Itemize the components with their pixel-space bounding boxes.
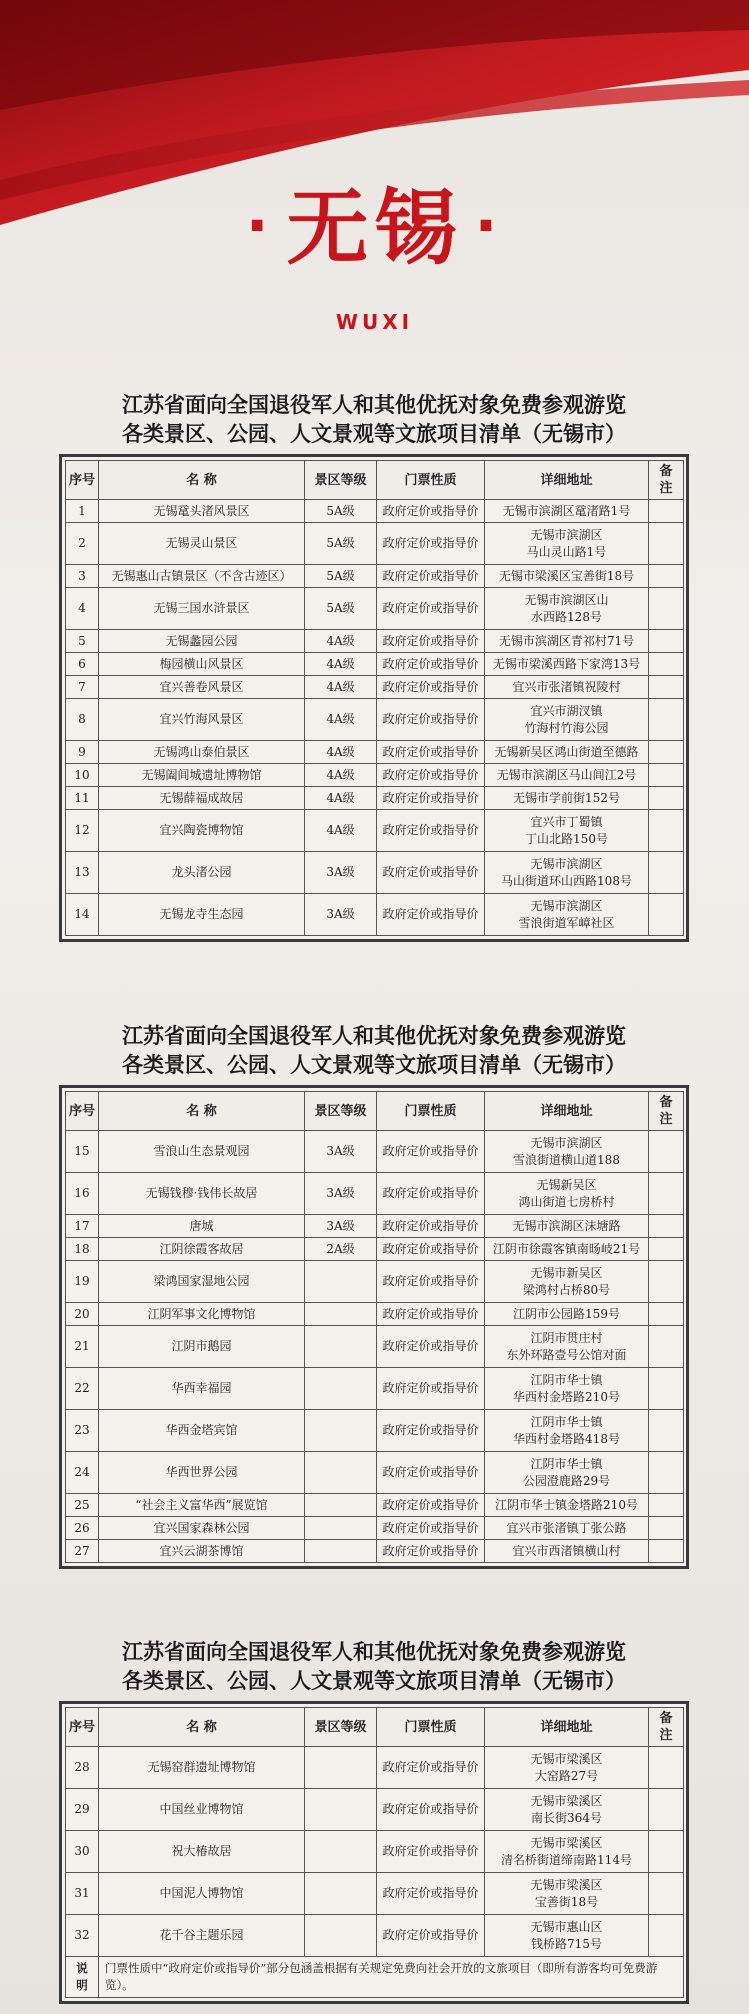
remark: [649, 1238, 684, 1261]
attraction-name: 江阴军事文化博物馆: [99, 1303, 305, 1326]
address: 无锡市梁溪西路下家湾13号: [485, 653, 649, 676]
address: 宜兴市张渚镇祝陵村: [485, 676, 649, 699]
attraction-name: 华西金塔宾馆: [99, 1410, 305, 1452]
scenic-level: [305, 1452, 377, 1494]
col-remark-header: 备 注: [649, 461, 684, 500]
row-number: 23: [66, 1410, 99, 1452]
ticket-type: 政府定价或指导价: [377, 894, 485, 936]
table-row: [66, 1326, 684, 1368]
address: 无锡市滨湖区 马山街道环山西路108号: [485, 852, 649, 894]
ticket-type: 政府定价或指导价: [377, 1517, 485, 1540]
attraction-name: 梁鸿国家湿地公园: [99, 1261, 305, 1303]
address: 无锡新吴区鸿山街道至德路: [485, 741, 649, 764]
table-row: [66, 1131, 684, 1173]
ticket-type: 政府定价或指导价: [377, 630, 485, 653]
col-ticket-header: 门票性质: [377, 1092, 485, 1131]
col-name-header: 名 称: [99, 461, 305, 500]
remark: [649, 1789, 684, 1831]
scenic-level: [305, 1517, 377, 1540]
col-name-header: 名 称: [99, 1092, 305, 1131]
scenic-level: [305, 1368, 377, 1410]
scenic-level: [305, 1303, 377, 1326]
attraction-name: 中国泥人博物馆: [99, 1873, 305, 1915]
ticket-type: 政府定价或指导价: [377, 764, 485, 787]
ticket-type: 政府定价或指导价: [377, 1452, 485, 1494]
row-number: 18: [66, 1238, 99, 1261]
attraction-name: 中国丝业博物馆: [99, 1789, 305, 1831]
remark: [649, 1326, 684, 1368]
attraction-name: 无锡钱穆·钱伟长故居: [99, 1173, 305, 1215]
table-body: [66, 1747, 684, 1998]
note-text: 门票性质中“政府定价或指导价”部分包涵盖根据有关规定免费向社会开放的文旅项目（即所有游客均可免费游览）。: [99, 1957, 684, 1998]
ticket-type: 政府定价或指导价: [377, 1747, 485, 1789]
remark: [649, 741, 684, 764]
col-address-header: 详细地址: [485, 1092, 649, 1131]
row-number: 26: [66, 1517, 99, 1540]
address: 无锡市梁溪区 大窑路27号: [485, 1747, 649, 1789]
row-number: 25: [66, 1494, 99, 1517]
scenic-level: 3A级: [305, 1173, 377, 1215]
remark: [649, 676, 684, 699]
attraction-name: 江阴市鹅园: [99, 1326, 305, 1368]
remark: [649, 1873, 684, 1915]
scenic-level: [305, 1326, 377, 1368]
table-row: [66, 1517, 684, 1540]
address: 江阴市贯庄村 东外环路壹号公馆对面: [485, 1326, 649, 1368]
address: 宜兴市西渚镇横山村: [485, 1540, 649, 1563]
col-remark-header: 备 注: [649, 1092, 684, 1131]
attraction-name: 宜兴陶瓷博物馆: [99, 810, 305, 852]
scenic-level: 4A级: [305, 764, 377, 787]
remark: [649, 523, 684, 565]
row-number: 24: [66, 1452, 99, 1494]
ticket-type: 政府定价或指导价: [377, 653, 485, 676]
ticket-type: 政府定价或指导价: [377, 1303, 485, 1326]
table-row: [66, 653, 684, 676]
remark: [649, 852, 684, 894]
remark: [649, 1303, 684, 1326]
city-title: [0, 178, 749, 277]
ticket-type: 政府定价或指导价: [377, 1368, 485, 1410]
table-row: [66, 764, 684, 787]
remark: [649, 1915, 684, 1957]
attraction-name: 无锡三国水浒景区: [99, 588, 305, 630]
attraction-table: [65, 1091, 684, 1563]
attraction-name: 华西幸福园: [99, 1368, 305, 1410]
table-body: [66, 1131, 684, 1563]
scenic-level: 4A级: [305, 741, 377, 764]
address: 无锡市滨湖区 马山灵山路1号: [485, 523, 649, 565]
row-number: 1: [66, 500, 99, 523]
ticket-type: 政府定价或指导价: [377, 1261, 485, 1303]
table-row: [66, 1173, 684, 1215]
row-number: 10: [66, 764, 99, 787]
section-title: 江苏省面向全国退役军人和其他优抚对象免费参观游览 各类景区、公园、人文景观等文旅项目清单（无锡市）: [122, 392, 626, 446]
table-row: [66, 1303, 684, 1326]
address: 无锡新吴区 鸿山街道七房桥村: [485, 1173, 649, 1215]
remark: [649, 1410, 684, 1452]
row-number: 9: [66, 741, 99, 764]
city-name: 无锡: [286, 181, 463, 276]
scenic-level: 3A级: [305, 1131, 377, 1173]
ticket-type: 政府定价或指导价: [377, 676, 485, 699]
attraction-name: 无锡惠山古镇景区（不含古迹区）: [99, 565, 305, 588]
col-ticket-header: 门票性质: [377, 461, 485, 500]
ticket-type: 政府定价或指导价: [377, 810, 485, 852]
attraction-list-section-3: [59, 1637, 689, 2004]
table-row: [66, 500, 684, 523]
attraction-name: 江阴徐霞客故居: [99, 1238, 305, 1261]
table-row: [66, 1873, 684, 1915]
table-row: [66, 523, 684, 565]
scenic-level: [305, 1410, 377, 1452]
attraction-list-section-1: [59, 390, 689, 942]
table-row: [66, 565, 684, 588]
address: 无锡市新吴区 梁鸿村占桥80号: [485, 1261, 649, 1303]
row-number: 14: [66, 894, 99, 936]
table-row: [66, 1452, 684, 1494]
scenic-level: 3A级: [305, 894, 377, 936]
ticket-type: 政府定价或指导价: [377, 1540, 485, 1563]
ticket-type: 政府定价或指导价: [377, 500, 485, 523]
address: 江阴市公园路159号: [485, 1303, 649, 1326]
table-row: [66, 1540, 684, 1563]
table-row: [66, 1494, 684, 1517]
attraction-name: 华西世界公园: [99, 1452, 305, 1494]
remark: [649, 1261, 684, 1303]
scenic-level: 2A级: [305, 1238, 377, 1261]
attraction-name: “社会主义富华西”展览馆: [99, 1494, 305, 1517]
col-address-header: 详细地址: [485, 1708, 649, 1747]
address: 无锡市滨湖区鼋渚路1号: [485, 500, 649, 523]
attraction-name: 无锡鸿山泰伯景区: [99, 741, 305, 764]
section-title: 江苏省面向全国退役军人和其他优抚对象免费参观游览 各类景区、公园、人文景观等文旅项目清单（无锡市）: [122, 1639, 626, 1693]
remark: [649, 500, 684, 523]
remark: [649, 1452, 684, 1494]
address: 江阴市华士镇 华西村金塔路210号: [485, 1368, 649, 1410]
scenic-level: 5A级: [305, 523, 377, 565]
row-number: 11: [66, 787, 99, 810]
remark: [649, 1215, 684, 1238]
remark: [649, 1173, 684, 1215]
ticket-type: 政府定价或指导价: [377, 852, 485, 894]
attraction-table: [65, 1707, 684, 1998]
title-dot-right: ·: [474, 191, 504, 261]
attraction-name: 宜兴竹海风景区: [99, 699, 305, 741]
table-header-row: [66, 1092, 684, 1131]
col-no-header: 序号: [66, 1092, 99, 1131]
address: 无锡市梁溪区宝善街18号: [485, 565, 649, 588]
scenic-level: 3A级: [305, 1215, 377, 1238]
attraction-name: 梅园横山风景区: [99, 653, 305, 676]
ticket-type: 政府定价或指导价: [377, 1131, 485, 1173]
scenic-level: 4A级: [305, 630, 377, 653]
row-number: 15: [66, 1131, 99, 1173]
remark: [649, 1368, 684, 1410]
table-row: [66, 894, 684, 936]
table-frame: [59, 1085, 689, 1569]
remark: [649, 764, 684, 787]
scenic-level: [305, 1915, 377, 1957]
ticket-type: 政府定价或指导价: [377, 1326, 485, 1368]
attraction-name: 花千谷主题乐园: [99, 1915, 305, 1957]
attraction-name: 宜兴云湖茶博馆: [99, 1540, 305, 1563]
ticket-type: 政府定价或指导价: [377, 1915, 485, 1957]
remark: [649, 699, 684, 741]
scenic-level: [305, 1831, 377, 1873]
address: 无锡市梁溪区 清名桥街道缔南路114号: [485, 1831, 649, 1873]
table-body: [66, 500, 684, 936]
table-row: [66, 699, 684, 741]
address: 无锡市学前街152号: [485, 787, 649, 810]
scenic-level: 5A级: [305, 500, 377, 523]
col-level-header: 景区等级: [305, 461, 377, 500]
city-subtitle: WUXI: [335, 310, 414, 334]
table-row: [66, 852, 684, 894]
row-number: 22: [66, 1368, 99, 1410]
address: 无锡市滨湖区 雪浪街道横山道188: [485, 1131, 649, 1173]
remark: [649, 1131, 684, 1173]
address: 江阴市华士镇 公园澄鹿路29号: [485, 1452, 649, 1494]
remark: [649, 1517, 684, 1540]
row-number: 29: [66, 1789, 99, 1831]
ticket-type: 政府定价或指导价: [377, 1494, 485, 1517]
address: 无锡市滨湖区山 水西路128号: [485, 588, 649, 630]
remark: [649, 810, 684, 852]
address: 江阴市华士镇 华西村金塔路418号: [485, 1410, 649, 1452]
ticket-type: 政府定价或指导价: [377, 699, 485, 741]
scenic-level: [305, 1540, 377, 1563]
col-remark-header: 备 注: [649, 1708, 684, 1747]
table-row: [66, 1368, 684, 1410]
row-number: 12: [66, 810, 99, 852]
scenic-level: 4A级: [305, 810, 377, 852]
scenic-level: [305, 1789, 377, 1831]
address: 无锡市惠山区 钱桥路715号: [485, 1915, 649, 1957]
col-no-header: 序号: [66, 461, 99, 500]
ticket-type: 政府定价或指导价: [377, 741, 485, 764]
ticket-type: 政府定价或指导价: [377, 565, 485, 588]
attraction-name: 唐城: [99, 1215, 305, 1238]
address: 无锡市梁溪区 宝善街18号: [485, 1873, 649, 1915]
address: 江阴市华士镇金塔路210号: [485, 1494, 649, 1517]
address: 宜兴市湖汊镇 竹海村竹海公园: [485, 699, 649, 741]
ticket-type: 政府定价或指导价: [377, 1238, 485, 1261]
remark: [649, 630, 684, 653]
row-number: 28: [66, 1747, 99, 1789]
table-header-row: [66, 1708, 684, 1747]
section-title: 江苏省面向全国退役军人和其他优抚对象免费参观游览 各类景区、公园、人文景观等文旅项目清单（无锡市）: [122, 1023, 626, 1077]
scenic-level: [305, 1261, 377, 1303]
address: 无锡市滨湖区青祁村71号: [485, 630, 649, 653]
attraction-name: 无锡灵山景区: [99, 523, 305, 565]
title-dot-left: ·: [245, 191, 275, 261]
remark: [649, 1540, 684, 1563]
ticket-type: 政府定价或指导价: [377, 1873, 485, 1915]
attraction-name: 无锡蠡园公园: [99, 630, 305, 653]
scenic-level: 4A级: [305, 653, 377, 676]
attraction-list-section-2: [59, 1021, 689, 1569]
remark: [649, 1494, 684, 1517]
ticket-type: 政府定价或指导价: [377, 1410, 485, 1452]
table-row: [66, 1410, 684, 1452]
address: 宜兴市张渚镇丁张公路: [485, 1517, 649, 1540]
attraction-name: 无锡窑群遗址博物馆: [99, 1747, 305, 1789]
ticket-type: 政府定价或指导价: [377, 787, 485, 810]
scenic-level: 4A级: [305, 676, 377, 699]
col-address-header: 详细地址: [485, 461, 649, 500]
table-row: [66, 1831, 684, 1873]
ticket-type: 政府定价或指导价: [377, 1789, 485, 1831]
ticket-type: 政府定价或指导价: [377, 588, 485, 630]
address: 江阴市徐霞客镇南旸岐21号: [485, 1238, 649, 1261]
row-number: 3: [66, 565, 99, 588]
col-no-header: 序号: [66, 1708, 99, 1747]
table-row: [66, 676, 684, 699]
row-number: 5: [66, 630, 99, 653]
scenic-level: [305, 1747, 377, 1789]
col-ticket-header: 门票性质: [377, 1708, 485, 1747]
table-row: [66, 1747, 684, 1789]
col-level-header: 景区等级: [305, 1092, 377, 1131]
address: 无锡市滨湖区沫塘路: [485, 1215, 649, 1238]
row-number: 2: [66, 523, 99, 565]
remark: [649, 588, 684, 630]
row-number: 8: [66, 699, 99, 741]
remark: [649, 894, 684, 936]
attraction-table: [65, 460, 684, 936]
table-row: [66, 588, 684, 630]
row-number: 6: [66, 653, 99, 676]
address: 无锡市梁溪区 南长街364号: [485, 1789, 649, 1831]
ticket-type: 政府定价或指导价: [377, 1173, 485, 1215]
table-frame: [59, 1701, 689, 2004]
row-number: 13: [66, 852, 99, 894]
attraction-name: 雪浪山生态景观园: [99, 1131, 305, 1173]
row-number: 31: [66, 1873, 99, 1915]
scenic-level: 3A级: [305, 852, 377, 894]
attraction-name: 宜兴善卷风景区: [99, 676, 305, 699]
row-number: 19: [66, 1261, 99, 1303]
scenic-level: [305, 1873, 377, 1915]
table-header-row: [66, 461, 684, 500]
table-row: [66, 1789, 684, 1831]
row-number: 30: [66, 1831, 99, 1873]
attraction-name: 祝大椿故居: [99, 1831, 305, 1873]
remark: [649, 1831, 684, 1873]
scenic-level: 5A级: [305, 588, 377, 630]
row-number: 27: [66, 1540, 99, 1563]
row-number: 21: [66, 1326, 99, 1368]
ticket-type: 政府定价或指导价: [377, 1831, 485, 1873]
row-number: 20: [66, 1303, 99, 1326]
scenic-level: [305, 1494, 377, 1517]
scenic-level: 4A级: [305, 699, 377, 741]
remark: [649, 787, 684, 810]
scenic-level: 5A级: [305, 565, 377, 588]
table-row: [66, 1915, 684, 1957]
col-level-header: 景区等级: [305, 1708, 377, 1747]
row-number: 16: [66, 1173, 99, 1215]
remark: [649, 653, 684, 676]
table-row: [66, 787, 684, 810]
table-row: [66, 1261, 684, 1303]
attraction-name: 无锡阖闾城遗址博物馆: [99, 764, 305, 787]
row-number: 17: [66, 1215, 99, 1238]
table-frame: [59, 454, 689, 942]
attraction-name: 龙头渚公园: [99, 852, 305, 894]
table-row: [66, 741, 684, 764]
attraction-name: 无锡龙寺生态园: [99, 894, 305, 936]
ticket-type: 政府定价或指导价: [377, 523, 485, 565]
ticket-type: 政府定价或指导价: [377, 1215, 485, 1238]
table-row: [66, 1215, 684, 1238]
attraction-name: 无锡薛福成故居: [99, 787, 305, 810]
row-number: 32: [66, 1915, 99, 1957]
table-row: [66, 1238, 684, 1261]
table-row: [66, 810, 684, 852]
row-number: 7: [66, 676, 99, 699]
remark: [649, 565, 684, 588]
attraction-name: 宜兴国家森林公园: [99, 1517, 305, 1540]
address: 宜兴市丁蜀镇 丁山北路150号: [485, 810, 649, 852]
table-row: [66, 630, 684, 653]
remark: [649, 1747, 684, 1789]
address: 无锡市滨湖区 雪浪街道军嶂社区: [485, 894, 649, 936]
note-row: [66, 1957, 684, 1998]
col-name-header: 名 称: [99, 1708, 305, 1747]
attraction-name: 无锡鼋头渚风景区: [99, 500, 305, 523]
note-label: 说明: [66, 1957, 99, 1998]
row-number: 4: [66, 588, 99, 630]
address: 无锡市滨湖区马山闾江2号: [485, 764, 649, 787]
scenic-level: 4A级: [305, 787, 377, 810]
